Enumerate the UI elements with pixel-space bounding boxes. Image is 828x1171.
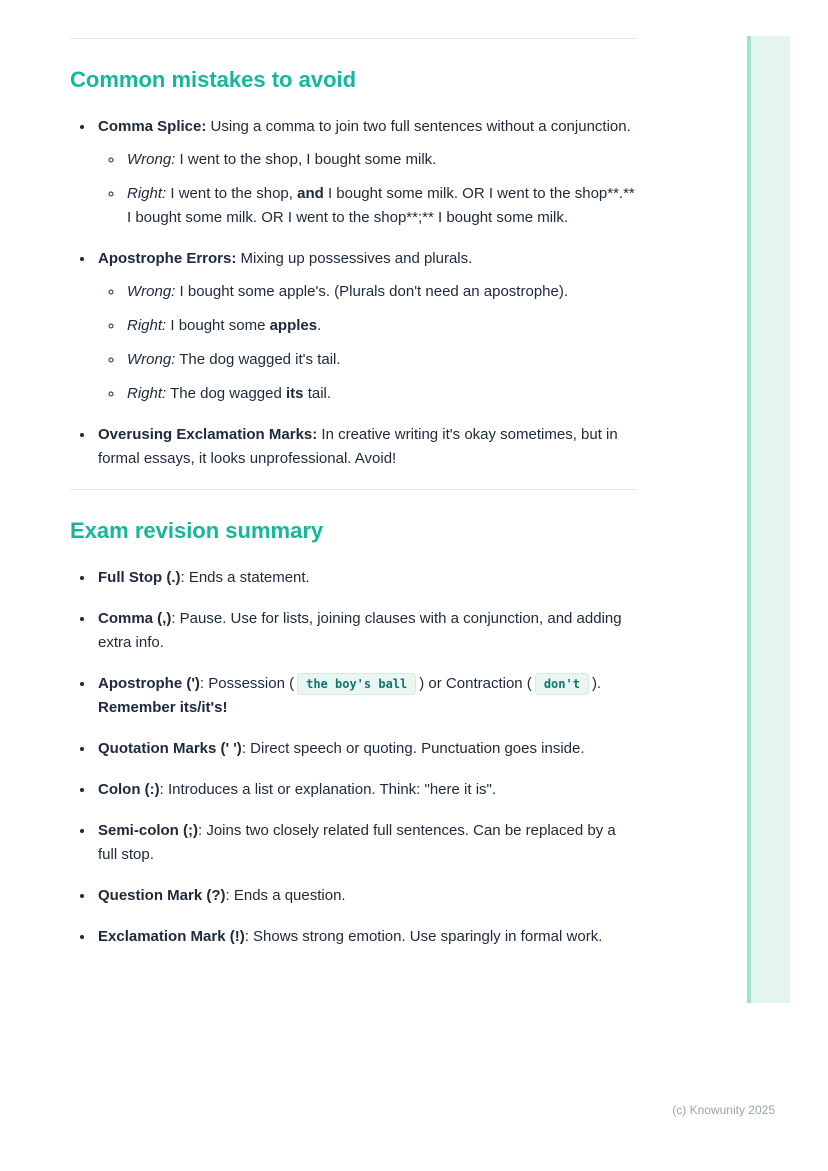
text-segment: Comma Splice: [98, 118, 207, 135]
text-segment: I bought some [166, 317, 270, 334]
list-item-text [98, 250, 472, 267]
text-segment: : Possession ( [199, 675, 295, 692]
text-segment: : Direct speech or quoting. Punctuation goes inside. [241, 740, 585, 757]
document-content [70, 0, 636, 967]
sub-list-item-text [127, 385, 331, 402]
list-item-text [98, 781, 496, 798]
sub-list-item [124, 348, 636, 372]
text-segment: Semi-colon (;) [98, 822, 198, 839]
list-item-apostrophe [95, 672, 636, 720]
right-scrollbar[interactable] [747, 36, 790, 1003]
text-segment: Full Stop (.) [98, 569, 181, 586]
sub-list-item-text [127, 283, 568, 300]
text-segment: Comma (,) [98, 610, 172, 627]
copyright-footer: (c) Knowunity 2025 [672, 1103, 775, 1117]
list-item-full-stop [95, 566, 636, 590]
section-title: Common mistakes to avoid [70, 67, 357, 92]
text-segment: apples [269, 317, 318, 334]
section-divider [70, 38, 636, 39]
sub-list-item [124, 382, 636, 406]
sub-list-item-text [127, 351, 341, 368]
list-item-semi-colon [95, 819, 636, 867]
bullet-list [70, 115, 636, 471]
list-item-text [98, 118, 631, 135]
section-divider [70, 489, 636, 490]
list-item-comma-splice [95, 115, 636, 230]
text-segment: Apostrophe Errors: [98, 250, 237, 267]
text-segment: : Ends a statement. [180, 569, 310, 586]
text-segment: ) or Contraction ( [419, 675, 532, 692]
text-segment: I bought some apple's. (Plurals don't need an apostrophe). [175, 283, 569, 300]
text-segment: Right: [127, 385, 167, 402]
section-common-mistakes [70, 66, 636, 471]
text-segment: Right: [127, 185, 167, 202]
list-item-exclamation-mark [95, 925, 636, 949]
text-segment: Right: [127, 317, 167, 334]
sub-list-item-text [127, 317, 321, 334]
list-item-colon [95, 778, 636, 802]
section-title: Exam revision summary [70, 518, 324, 543]
text-segment: . [317, 317, 322, 334]
text-segment: its [286, 385, 304, 402]
list-item-text [98, 822, 616, 863]
text-segment: Overusing Exclamation Marks: [98, 426, 318, 443]
text-segment: Mixing up possessives and plurals. [236, 250, 473, 267]
list-item-text [98, 887, 346, 904]
text-segment: and [297, 185, 324, 202]
text-segment: Colon (:) [98, 781, 160, 798]
sub-list-item-text [127, 151, 436, 168]
text-segment: Wrong: [127, 351, 176, 368]
sub-list-item [124, 314, 636, 338]
sub-bullet-list [98, 280, 636, 406]
list-item-text [98, 675, 601, 716]
list-item-text [98, 740, 585, 757]
text-segment: : Ends a question. [225, 887, 346, 904]
text-segment: tail. [303, 385, 332, 402]
text-segment: The dog wagged [166, 385, 287, 402]
text-segment: : Joins two closely related full sentences. Can be replaced by a full stop. [98, 822, 616, 863]
text-segment: : Introduces a list or explanation. Think: "here it is". [159, 781, 497, 798]
text-segment: Question Mark (?) [98, 887, 226, 904]
text-segment: Wrong: [127, 151, 176, 168]
text-segment: Wrong: [127, 283, 176, 300]
bullet-list [70, 566, 636, 949]
list-item-text [98, 610, 622, 651]
code-chip: the boy's ball [297, 673, 416, 695]
text-segment: I bought some milk. OR I went to the shop**.** I bought some milk. OR I went to the shop**;** I bought some milk. [127, 185, 635, 226]
text-segment: The dog wagged it's tail. [175, 351, 341, 368]
text-segment: In creative writing it's okay sometimes, but in formal essays, it looks unprofessional. Avoid! [98, 426, 618, 467]
list-item-text [98, 569, 310, 586]
list-item-overusing-exclamation [95, 423, 636, 471]
sub-list-item [124, 182, 636, 230]
text-segment: I went to the shop, I bought some milk. [175, 151, 437, 168]
text-segment: Using a comma to join two full sentences without a conjunction. [206, 118, 631, 135]
text-segment: I went to the shop, [166, 185, 298, 202]
list-item-comma [95, 607, 636, 655]
list-item-question-mark [95, 884, 636, 908]
sub-list-item [124, 148, 636, 172]
text-segment: Exclamation Mark (!) [98, 928, 245, 945]
sub-bullet-list [98, 148, 636, 230]
text-segment: ). [591, 675, 602, 692]
list-item-quotation-marks [95, 737, 636, 761]
text-segment: Quotation Marks (' ') [98, 740, 242, 757]
section-exam-revision [70, 517, 636, 949]
sub-list-item-text [127, 185, 635, 226]
text-segment: Apostrophe (') [98, 675, 200, 692]
text-segment: Remember its/it's! [98, 699, 228, 716]
text-segment: : Pause. Use for lists, joining clauses with a conjunction, and adding extra info. [98, 610, 622, 651]
sub-list-item [124, 280, 636, 304]
code-chip: don't [535, 673, 589, 695]
list-item-text [98, 426, 618, 467]
text-segment: : Shows strong emotion. Use sparingly in formal work. [244, 928, 603, 945]
list-item-apostrophe-errors [95, 247, 636, 406]
list-item-text [98, 928, 602, 945]
